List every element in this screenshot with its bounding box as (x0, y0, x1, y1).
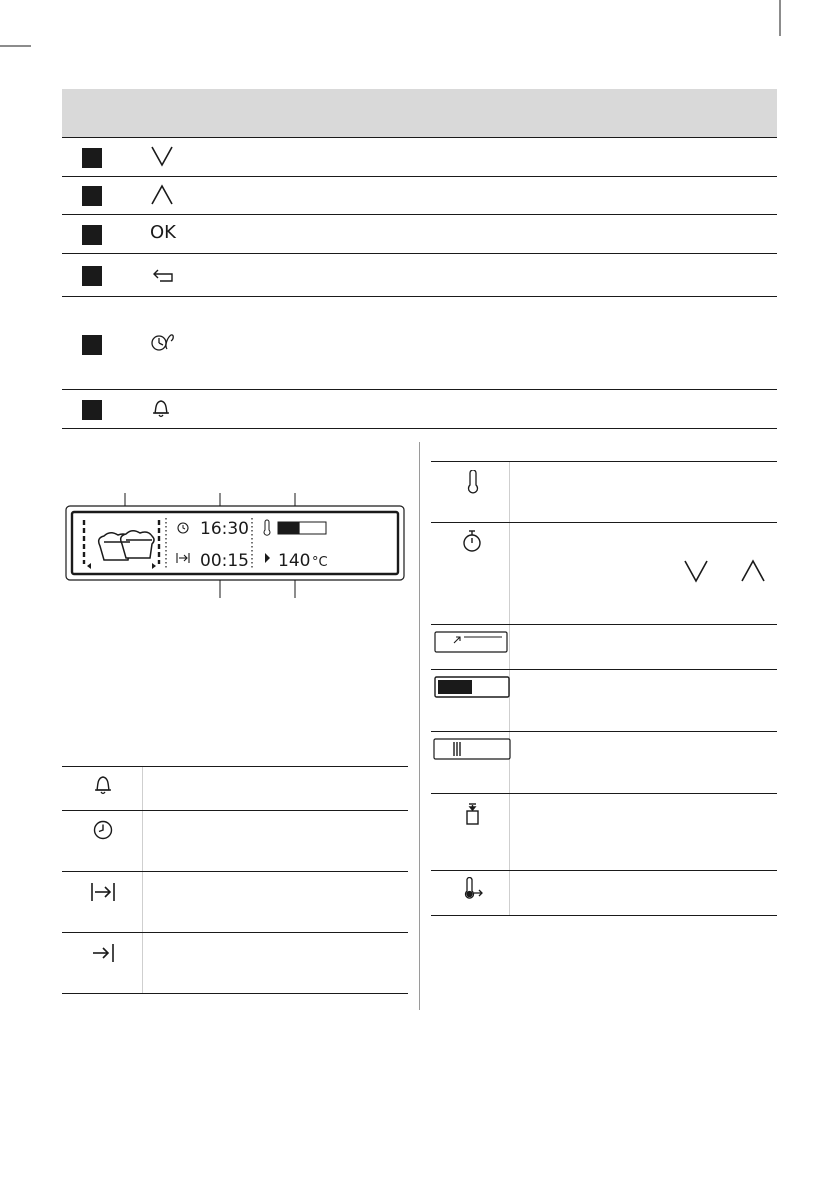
key-number-box (82, 186, 102, 206)
key-number-box (82, 225, 102, 245)
key-number-box (82, 400, 102, 420)
right-row-fast-heat (431, 731, 777, 793)
options-icon (150, 331, 178, 353)
left-icon-table (62, 766, 408, 994)
heat-level-fill (278, 522, 300, 534)
bread-tray-icon (99, 531, 154, 560)
right-icon-table (431, 461, 777, 916)
key-row-up (62, 177, 777, 215)
left-row-end-time (62, 932, 408, 994)
key-row-bell (62, 390, 777, 429)
key-table-header (62, 89, 777, 138)
right-row-stopwatch (431, 522, 777, 624)
up-arrow-icon (150, 184, 174, 206)
display-illustration (60, 490, 412, 600)
left-row-duration (62, 871, 408, 932)
ok-label: OK (150, 222, 176, 243)
right-row-heat-up (431, 624, 777, 669)
fast-heat-bar-icon (433, 738, 511, 764)
right-row-heat-level (431, 669, 777, 731)
key-row-back (62, 254, 777, 297)
key-number-box (82, 335, 102, 355)
crop-mark (0, 0, 839, 60)
left-row-clock (62, 810, 408, 871)
heat-level-bar-icon (434, 676, 510, 702)
duration-icon (90, 882, 116, 906)
key-number-box (82, 266, 102, 286)
back-arrow-icon (150, 266, 176, 286)
key-row-ok (62, 215, 777, 254)
bell-icon (92, 773, 114, 801)
key-row-down (62, 138, 777, 177)
key-number-box (82, 148, 102, 168)
end-time-icon (92, 943, 116, 967)
display-duration: 00:15 (200, 551, 249, 571)
stopwatch-icon (461, 529, 483, 557)
display-temperature-unit: °C (312, 555, 328, 570)
column-divider (419, 442, 420, 1010)
down-arrow-icon (683, 559, 709, 587)
clock-icon (92, 819, 114, 845)
right-row-thermometer (431, 461, 777, 522)
display-temperature: 140 (278, 551, 311, 571)
right-row-food-sensor (431, 793, 777, 870)
food-sensor-icon (465, 802, 481, 830)
up-arrow-icon (740, 559, 766, 587)
heat-up-bar-icon (434, 631, 508, 657)
temperature-indicator-icon (463, 877, 485, 905)
down-arrow-icon (150, 145, 174, 167)
left-row-bell (62, 766, 408, 810)
key-table (62, 89, 777, 429)
thermometer-icon (466, 470, 480, 498)
display-time: 16:30 (200, 519, 249, 539)
key-row-options (62, 297, 777, 390)
right-row-temperature-indicator (431, 870, 777, 916)
bell-icon (150, 397, 172, 419)
